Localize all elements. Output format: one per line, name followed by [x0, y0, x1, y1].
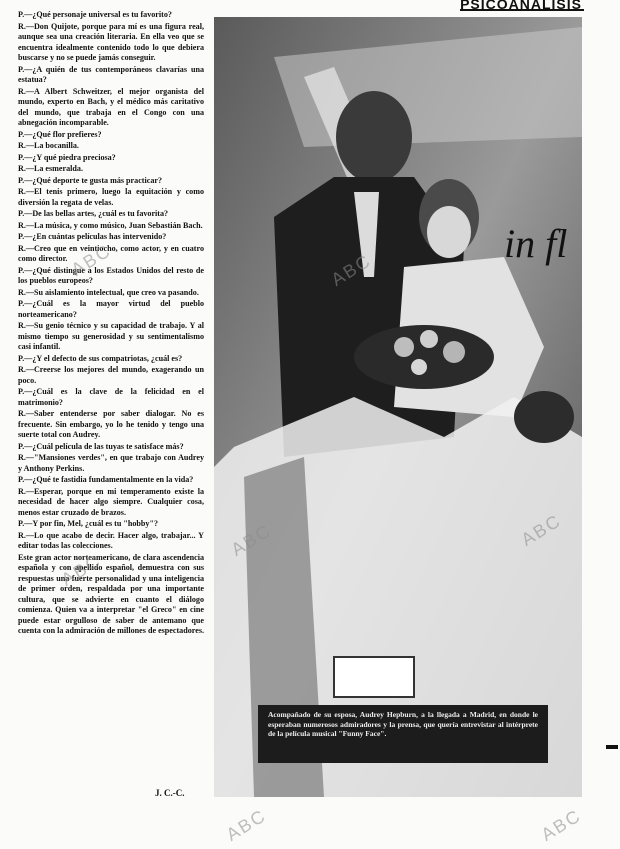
interview-paragraph: P.—¿Cuál es la clave de la felicidad en el matrimonio?: [18, 387, 204, 407]
interview-paragraph: R.—Su genio técnico y su capacidad de trabajo. Y al mismo tiempo su generosidad y su sentimentalismo casi infantil.: [18, 321, 204, 351]
interview-paragraph: P.—¿Qué deporte te gusta más practicar?: [18, 175, 163, 185]
interview-paragraph: R.—Esperar, porque en mi temperamento existe la necesidad de hacer algo siempre. Cualquier cosa, menos estar cruzado de brazos.: [18, 486, 204, 517]
interview-paragraph: R.—La esmeralda.: [18, 164, 83, 173]
interview-paragraph: Este gran actor norteamericano, de clara ascendencia española y con apellido español, demuestra con sus respuestas una fuerte personalidad y una inteligencia de primer orden, respaldada por una importante cultura, que se advierte en cuanto el diálogo comienza. Quien va a interpretar "el Greco" en cine puede estar orgulloso de saber de antemano que cuenta con la admiración de millones de espectadores.: [18, 552, 204, 635]
interview-paragraph: R.—Su aislamiento intelectual, que creo va pasando.: [18, 287, 199, 297]
interview-paragraph: P.—¿A quién de tus contemporáneos clavarías una estatua?: [18, 64, 204, 84]
interview-paragraph: P.—¿Qué te fastidia fundamentalmente en la vida?: [18, 475, 194, 484]
watermark: ABC: [327, 250, 375, 290]
interview-paragraph: P.—¿Qué flor prefieres?: [18, 129, 102, 139]
interview-paragraph: R.—La bocanilla.: [18, 141, 79, 150]
watermark: ABC: [57, 550, 105, 590]
interview-paragraph: P.—¿Y el defecto de sus compatriotas, ¿cuál es?: [18, 353, 183, 363]
interview-paragraph: P.—De las bellas artes, ¿cuál es tu favorita?: [18, 209, 169, 218]
interview-paragraph: P.—¿Qué distingue a los Estados Unidos del resto de los pueblos europeos?: [18, 265, 204, 285]
header-rule: [460, 9, 584, 11]
section-header: PSICOANALISIS: [460, 0, 582, 12]
interview-paragraph: R.—La música, y como músico, Juan Sebastián Bach.: [18, 220, 203, 230]
interview-paragraph: R.—Don Quijote, porque para mí es una figura real, aunque sea una creación literaria. En ella veo que se encuentra idealmente contenido todo lo que debiera buscarse y no se puede jamás conseguir.: [18, 21, 204, 62]
watermark: ABC: [67, 240, 115, 280]
interview-column: [18, 10, 204, 638]
interview-paragraph: P.—¿Cuál es la mayor virtud del pueblo norteamericano?: [18, 299, 204, 319]
interview-paragraph: P.—¿Qué personaje universal es tu favorito?: [18, 10, 172, 19]
interview-paragraph: R.—Creerse los mejores del mundo, exagerando un poco.: [18, 365, 204, 385]
author-signature: J. C.-C.: [155, 788, 185, 798]
interview-paragraph: R.—El tenis primero, luego la equitación y como diversión la regata de velas.: [18, 187, 204, 207]
interview-paragraph: P.—Y por fin, Mel, ¿cuál es tu "hobby"?: [18, 519, 158, 528]
interview-paragraph: R.—Lo que acabo de decir. Hacer algo, trabajar... Y editar todas las colecciones.: [18, 530, 204, 550]
interview-paragraph: P.—¿Cuál película de las tuyas te satisface más?: [18, 441, 184, 451]
watermark: ABC: [537, 805, 585, 845]
page-mark: [606, 745, 618, 749]
watermark: ABC: [222, 805, 270, 845]
photo-illustration: [214, 17, 582, 797]
watermark: ABC: [517, 510, 565, 550]
interview-paragraph: R.—Creo que en veintiocho, como actor, y en cuatro como director.: [18, 243, 204, 263]
interview-paragraph: P.—¿Y qué piedra preciosa?: [18, 152, 116, 162]
interview-paragraph: P.—¿En cuántas películas has intervenido?: [18, 232, 167, 241]
interview-paragraph: R.—Saber entenderse por saber dialogar. No es frecuente. Sin embargo, yo lo he tenido y tengo una suerte total con Audrey.: [18, 409, 204, 439]
photo-caption: Acompañado de su esposa, Audrey Hepburn, a la llegada a Madrid, en donde le esperaban numerosos admiradores y la prensa, que quería entrevistar al intérprete de la película musical "Funny Face".: [258, 705, 548, 763]
interview-paragraph: R.—A Albert Schweitzer, el mejor organista del mundo, experto en Bach, y el médico más caritativo del mundo, que trabaja en el Congo con una abnegación incomparable.: [18, 86, 204, 127]
sign-text: in fl: [504, 221, 568, 266]
watermark: ABC: [227, 520, 275, 560]
interview-paragraph: R.—"Mansiones verdes", en que trabajo con Audrey y Anthony Perkins.: [18, 453, 204, 473]
news-photo: [214, 17, 582, 797]
